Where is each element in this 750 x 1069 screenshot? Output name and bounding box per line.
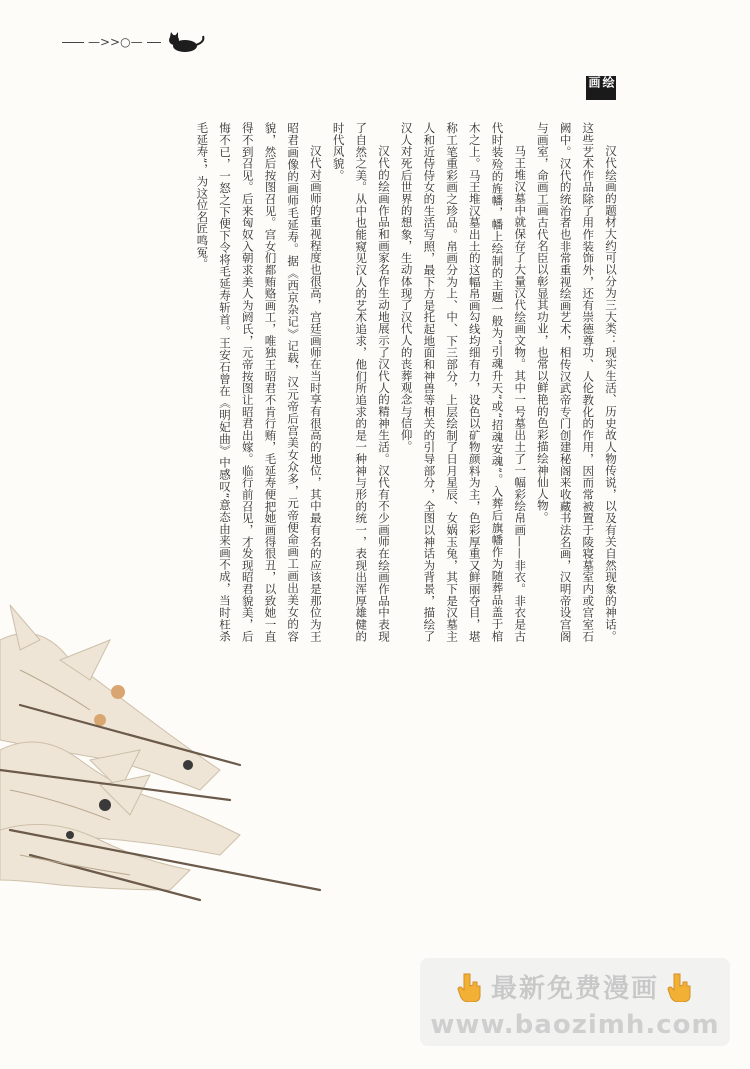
watermark-url: www.baozimh.com xyxy=(430,1010,720,1040)
paragraph: 汉代的绘画作品和画家名作生动地展示了汉代人的精神生活。汉代有不少画师在绘画作品中表现了自然之美。从中也能窥见汉人的艺术追求，他们所追求的是一种神与形的统一，表现出浑厚雄健的时代风貌。 xyxy=(331,122,391,642)
paragraph: 马王堆汉墓中就保存了大量汉代绘画文物。其中一号墓出土了一幅彩绘帛画——非衣。非衣是古代时装殓的旌幡，幡上绘制的主题一般为“引魂升天”或“招魂安魂”。入葬后旗幡作为随葬品盖于棺木之上。马王堆汉墓出土的这幅帛画勾线均细有力，设色以矿物颜料为主，色彩厚重又鲜丽夺目，堪称工笔重彩画之珍品。帛画分为上、中、下三部分，上层绘制了日月星辰、女娲玉兔，其下是汉墓主人和近侍侍女的生活写照，最下方是托起地面和神兽等相关的引导部分，全图以神话为背景，描绘了汉人对死后世界的想象，生动体现了汉代人的丧葬观念与信仰。 xyxy=(399,122,528,642)
section-tag: 绘画 xyxy=(586,76,616,100)
article-body xyxy=(195,122,622,642)
cat-soldiers-illustration xyxy=(0,600,330,910)
ornament-chevrons: —>>○— xyxy=(88,35,143,49)
cat-icon xyxy=(165,30,207,54)
paragraph: 汉代对画师的重视程度也很高，宫廷画师在当时享有很高的地位，其中最有名的应该是那位为王昭君画像的画师毛延寿。据《西京杂记》记载，汉元帝后宫美女众多，元帝便命画工画出美女的容貌，然后按图召见。宫女们都贿赂画工，唯独王昭君不肯行贿，毛延寿便把她画得很丑，以致她一直得不到召见。后来匈奴入朝求美人为阏氏，元帝按图让昭君出嫁。临行前召见，才发现昭君貌美，后悔不已，一怒之下便下令将毛延寿斩首。王安石曾在《明妃曲》中感叹“意态由来画不成，当时枉杀毛延寿”，为这位名匠鸣冤。 xyxy=(195,122,323,642)
header-ornament xyxy=(62,30,207,54)
paragraph: 汉代绘画的题材大约可以分为三大类：现实生活、历史故人物传说，以及有关自然现象的神话。这些艺术作品除了用作装饰外，还有崇德尊功、人伦教化的作用，因而常被置于陵寝墓室内或宫室石阙中。汉代的统治者也非常重视绘画艺术，相传汉武帝专门创建秘阁来收藏书法名画，汉明帝设宫阁与画室，命画工画古代名臣以彰显其功业，也常以鲜艳的色彩描绘神仙人物。 xyxy=(535,122,618,642)
hand-pointing-down-icon xyxy=(667,972,693,1002)
hand-pointing-down-icon xyxy=(457,972,483,1002)
watermark-title: 最新免费漫画 xyxy=(490,974,659,1004)
watermark-banner xyxy=(420,958,730,1046)
